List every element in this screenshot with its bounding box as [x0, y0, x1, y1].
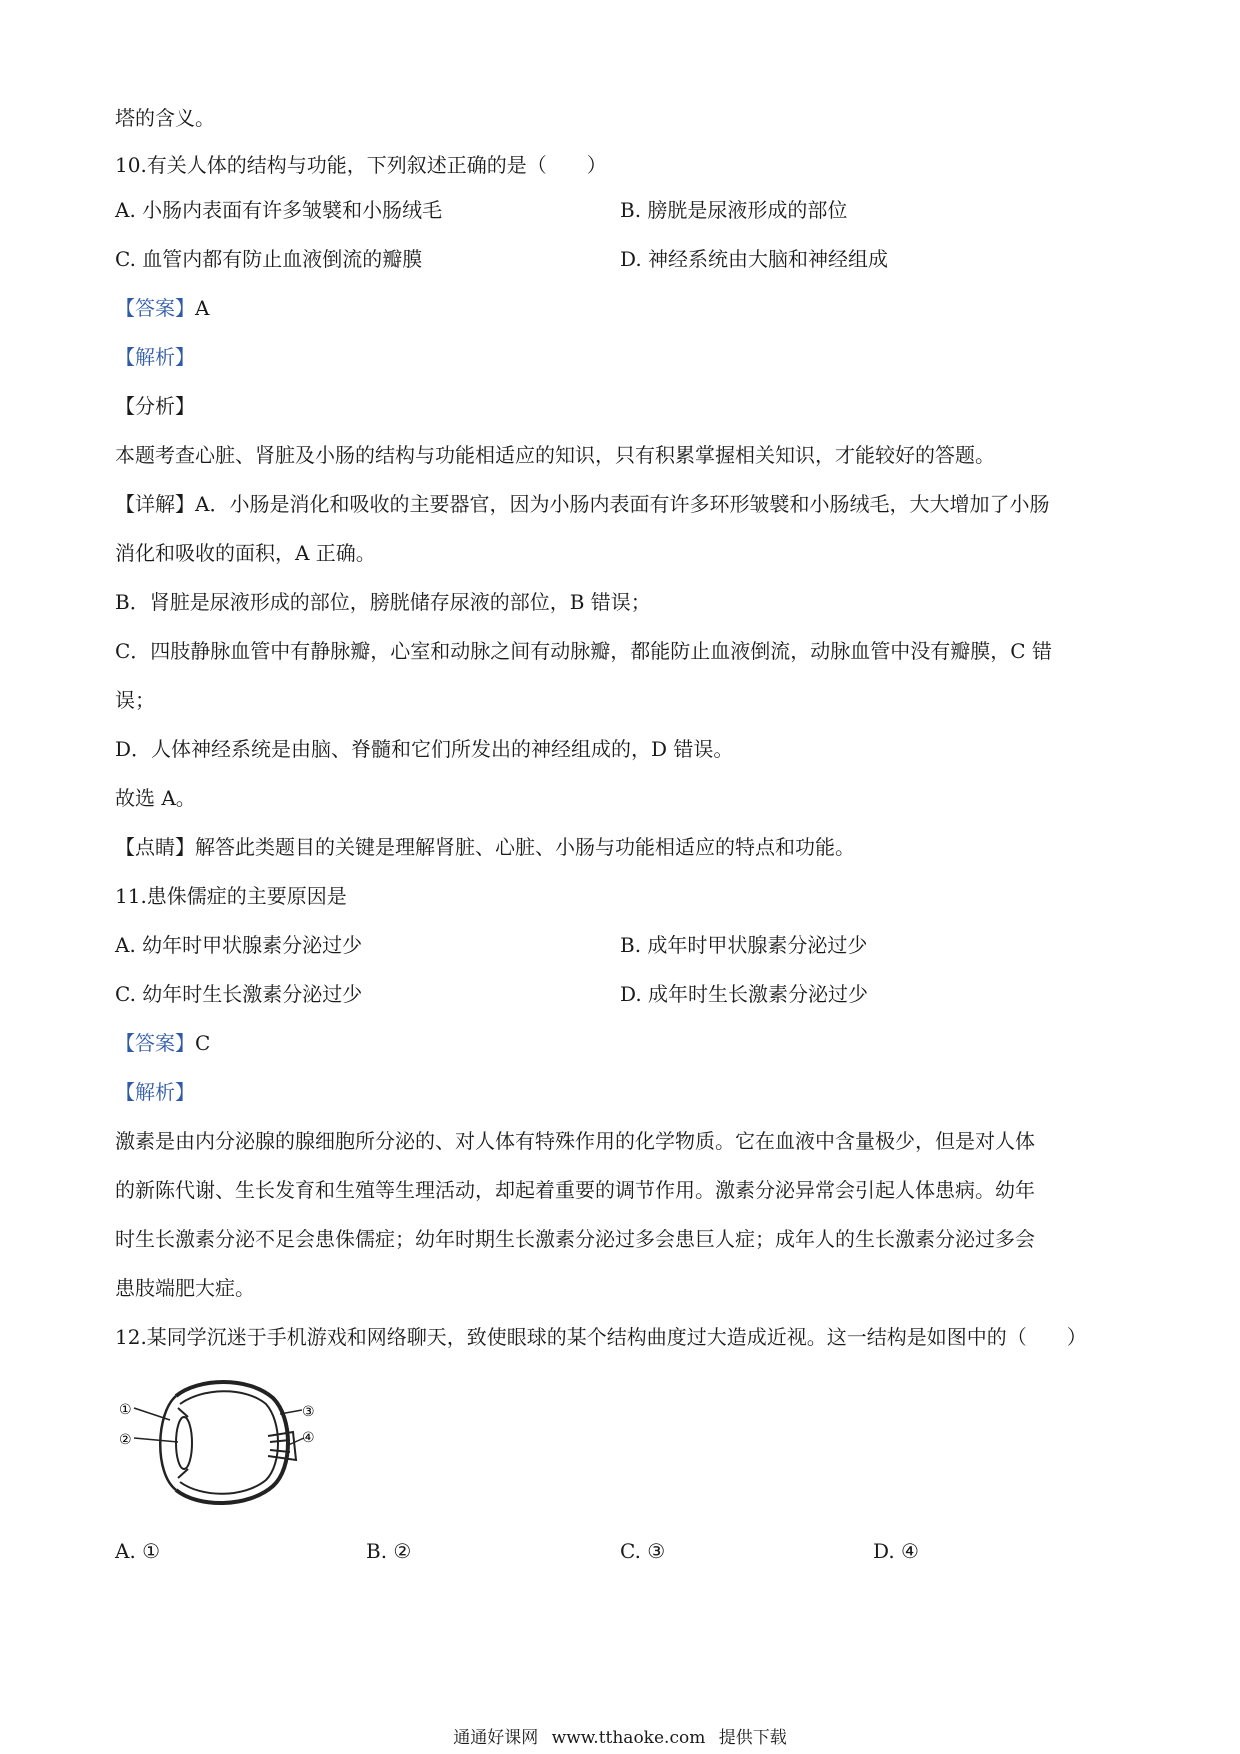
question-10-detail-3: B．肾脏是尿液形成的部位，膀胱储存尿液的部位，B 错误； — [115, 590, 651, 614]
eye-label-4: ④ — [302, 1430, 315, 1446]
page-footer — [0, 1726, 1240, 1750]
question-11-answer — [115, 1028, 210, 1058]
eye-label-2: ② — [119, 1432, 132, 1448]
eye-label-1: ① — [119, 1402, 132, 1418]
question-11-analysis-2: 的新陈代谢、生长发育和生殖等生理活动，却起着重要的调节作用。激素分泌异常会引起人体患病。幼年 — [115, 1178, 1035, 1202]
question-11-analysis-1: 激素是由内分泌腺的腺细胞所分泌的、对人体有特殊作用的化学物质。它在血液中含量极少，但是对人体 — [115, 1129, 1035, 1153]
question-11-option-a: A. 幼年时甲状腺素分泌过少 — [115, 933, 363, 957]
question-11-option-d: D. 成年时生长激素分泌过少 — [620, 982, 869, 1006]
question-10-option-c: C. 血管内都有防止血液倒流的瓣膜 — [115, 247, 423, 271]
footer-url[interactable]: www.tthaoke.com — [551, 1728, 706, 1748]
answer-tag: 【答案】 — [115, 296, 195, 320]
question-10-fenxi-text: 本题考查心脏、肾脏及小肠的结构与功能相适应的知识，只有积累掌握相关知识，才能较好的答题。 — [115, 443, 995, 467]
question-12-stem: 12.某同学沉迷于手机游戏和网络聊天，致使眼球的某个结构曲度过大造成近视。这一结构是如图中的（ ） — [115, 1325, 1087, 1349]
question-10-option-d: D. 神经系统由大脑和神经组成 — [620, 247, 889, 271]
answer-tag: 【答案】 — [115, 1031, 195, 1055]
answer-value: A — [195, 296, 210, 320]
question-10-detail-7: 故选 A。 — [115, 786, 196, 810]
question-10-dianjing: 【点睛】解答此类题目的关键是理解肾脏、心脏、小肠与功能相适应的特点和功能。 — [115, 835, 855, 859]
question-11-option-c: C. 幼年时生长激素分泌过少 — [115, 982, 363, 1006]
question-12-option-c: C. ③ — [620, 1539, 666, 1563]
question-11-stem: 11.患侏儒症的主要原因是 — [115, 884, 347, 908]
question-10-detail-1: 【详解】A．小肠是消化和吸收的主要器官，因为小肠内表面有许多环形皱襞和小肠绒毛，大大增加了小肠 — [115, 492, 1050, 516]
question-12-option-a: A. ① — [115, 1539, 161, 1563]
question-12-option-b: B. ② — [366, 1539, 412, 1563]
question-10-answer — [115, 293, 209, 323]
question-10-detail-4: C．四肢静脉血管中有静脉瓣，心室和动脉之间有动脉瓣，都能防止血液倒流，动脉血管中没有瓣膜，C 错 — [115, 639, 1052, 663]
question-11-analysis-tag: 【解析】 — [115, 1080, 195, 1104]
question-10-option-a: A. 小肠内表面有许多皱襞和小肠绒毛 — [115, 198, 443, 222]
question-10-fenxi-tag: 【分析】 — [115, 394, 195, 418]
footer-site: 通通好课网 — [453, 1728, 539, 1748]
answer-value: C — [195, 1031, 211, 1055]
question-10-stem: 10.有关人体的结构与功能，下列叙述正确的是（ ） — [115, 153, 607, 177]
question-10-option-b: B. 膀胱是尿液形成的部位 — [620, 198, 848, 222]
eye-label-3: ③ — [302, 1404, 315, 1420]
question-11-analysis-4: 患肢端肥大症。 — [115, 1276, 255, 1300]
page-text-l0: 塔的含义。 — [115, 106, 215, 130]
question-10-analysis-tag: 【解析】 — [115, 345, 195, 369]
question-11-analysis-3: 时生长激素分泌不足会患侏儒症；幼年时期生长激素分泌过多会患巨人症；成年人的生长激素分泌过多会 — [115, 1227, 1035, 1251]
question-10-detail-5: 误； — [115, 688, 155, 712]
question-10-detail-6: D．人体神经系统是由脑、脊髓和它们所发出的神经组成的，D 错误。 — [115, 737, 734, 761]
question-10-detail-2: 消化和吸收的面积，A 正确。 — [115, 541, 376, 565]
question-12-option-d: D. ④ — [873, 1539, 919, 1563]
question-11-option-b: B. 成年时甲状腺素分泌过少 — [620, 933, 868, 957]
footer-note: 提供下载 — [718, 1728, 787, 1748]
eyeball-diagram — [118, 1368, 318, 1518]
